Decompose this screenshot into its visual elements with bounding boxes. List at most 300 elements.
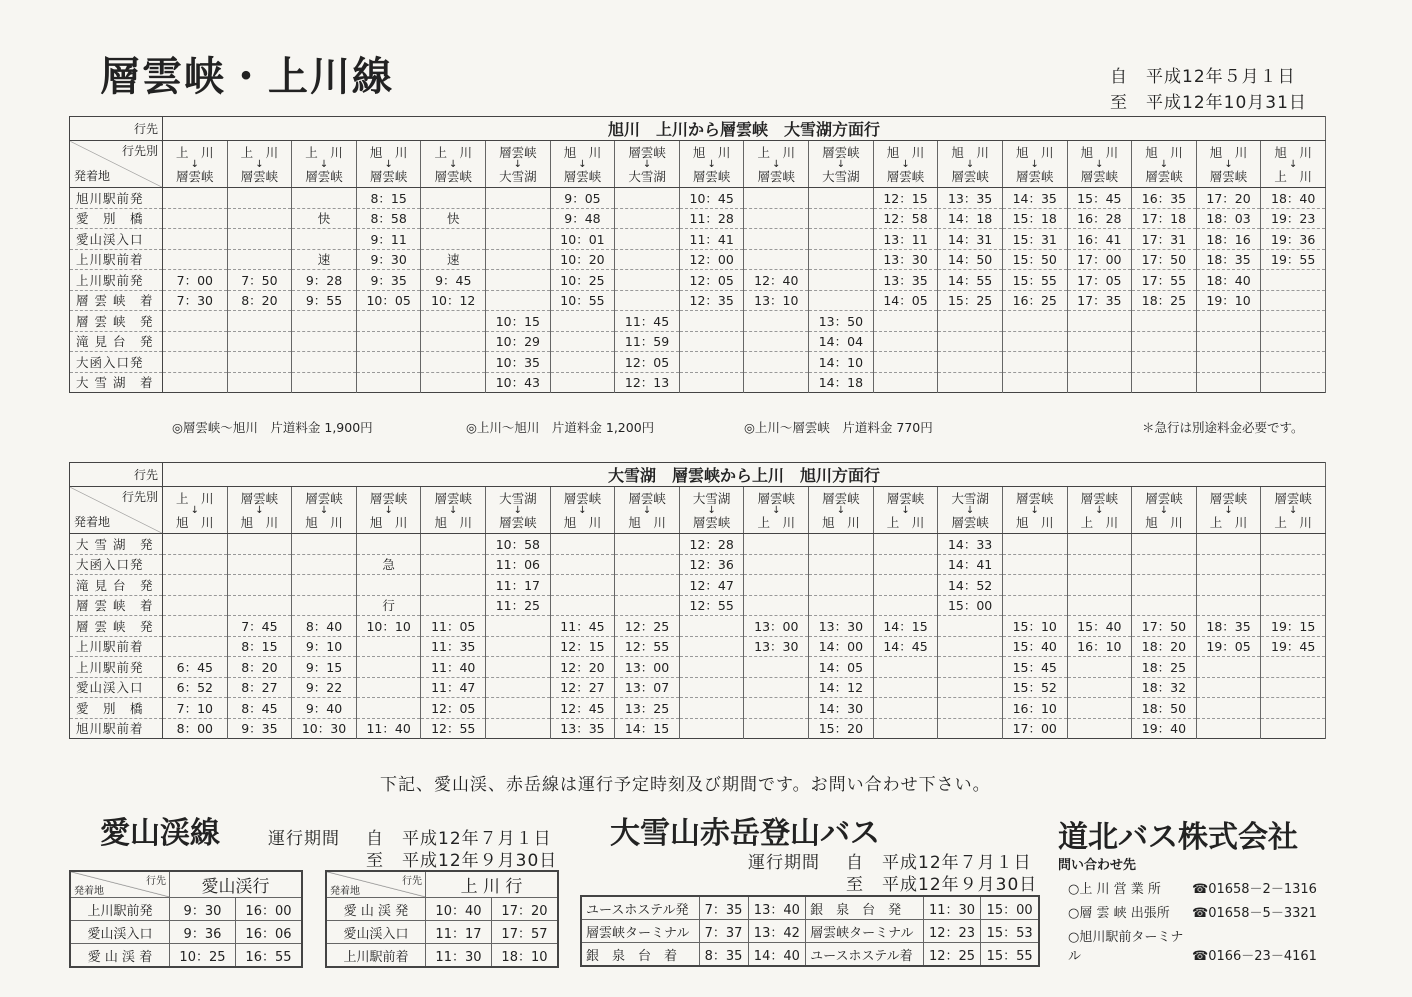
- time-cell: [421, 188, 486, 209]
- time-cell: [486, 718, 551, 739]
- time-cell: [744, 677, 809, 698]
- time-cell: [873, 311, 938, 332]
- time-cell: 11：59: [615, 331, 680, 352]
- route-origin: 層雲峡: [1015, 490, 1054, 506]
- time-cell: 9：10: [292, 636, 357, 657]
- time-cell: [1261, 698, 1326, 719]
- time-cell: 14：05: [873, 290, 938, 311]
- seasonal-notice: 下記、愛山渓、赤岳線は運行予定時刻及び期間です。お問い合わせ下さい。: [380, 775, 991, 795]
- time-cell: [486, 616, 551, 637]
- time-cell: [1261, 290, 1326, 311]
- time-cell: [744, 229, 809, 250]
- time-cell: 14：15: [873, 616, 938, 637]
- time-cell: 10：30: [292, 718, 357, 739]
- arrow-down-icon: ↓: [1030, 158, 1039, 170]
- time-cell: [356, 331, 421, 352]
- route-header: [227, 141, 292, 188]
- table-row: [326, 898, 558, 921]
- stop-name: 滝 見 台 発: [70, 331, 163, 352]
- time-cell: 15：53: [981, 920, 1039, 943]
- table-row: [70, 311, 1326, 332]
- arrow-down-icon: ↓: [513, 158, 523, 170]
- corner-dest: 行先: [70, 117, 163, 141]
- table-row: [326, 921, 558, 944]
- time-cell: [1196, 575, 1261, 596]
- route-origin: 層雲峡: [822, 144, 860, 160]
- time-cell: 12：55: [421, 718, 486, 739]
- time-cell: [227, 352, 292, 373]
- time-cell: [421, 372, 486, 393]
- time-cell: [1002, 311, 1067, 332]
- time-cell: 12：15: [550, 636, 615, 657]
- time-cell: [550, 352, 615, 373]
- time-cell: 8：45: [227, 698, 292, 719]
- time-cell: 8：20: [227, 290, 292, 311]
- time-cell: 18：25: [1132, 657, 1197, 678]
- route-header: [809, 141, 874, 188]
- time-cell: 12：05: [421, 698, 486, 719]
- route-header: [679, 487, 744, 534]
- route-dest: 層雲峡: [305, 168, 343, 184]
- time-cell: [679, 352, 744, 373]
- time-cell: [1196, 718, 1261, 739]
- time-cell: 11：41: [679, 229, 744, 250]
- time-cell: 11：45: [550, 616, 615, 637]
- time-cell: [421, 311, 486, 332]
- time-cell: 10：01: [550, 229, 615, 250]
- stop-name: 愛山渓入口: [70, 229, 163, 250]
- route-origin: 旭 川: [1080, 144, 1119, 160]
- time-cell: 11：28: [679, 208, 744, 229]
- stop-name: 旭川駅前着: [70, 718, 163, 739]
- time-cell: 8：20: [227, 657, 292, 678]
- route-dest: 層雲峡: [563, 168, 602, 184]
- time-cell: [1261, 595, 1326, 616]
- table-row: [70, 554, 1326, 575]
- time-cell: 12：25: [923, 943, 981, 967]
- aizan-title: 愛山渓線: [100, 816, 220, 851]
- time-cell: [421, 229, 486, 250]
- time-cell: 12：55: [679, 595, 744, 616]
- arrow-down-icon: ↓: [836, 158, 846, 170]
- time-cell: 13：42: [748, 920, 806, 943]
- time-cell: 15：00: [938, 595, 1003, 616]
- table-row: [70, 616, 1326, 637]
- contact-item: [1068, 878, 1318, 902]
- route-dest: 層雲峡: [692, 168, 731, 184]
- time-cell: [809, 270, 874, 291]
- arrow-down-icon: ↓: [707, 504, 716, 516]
- time-cell: 18：50: [1132, 698, 1197, 719]
- time-cell: 17：20: [491, 898, 558, 921]
- table-row: [70, 270, 1326, 291]
- time-cell: [163, 229, 228, 250]
- time-cell: 6：45: [163, 657, 228, 678]
- time-cell: 10：58: [486, 534, 551, 555]
- time-cell: 12：36: [679, 554, 744, 575]
- route-header: [292, 141, 357, 188]
- time-cell: 15：20: [809, 718, 874, 739]
- time-cell: 18：25: [1132, 290, 1197, 311]
- period-from: 自 平成12年５月１日: [1110, 67, 1296, 87]
- time-cell: [873, 677, 938, 698]
- time-cell: 6：52: [163, 677, 228, 698]
- time-cell: 14：15: [615, 718, 680, 739]
- corner-cell: [70, 487, 163, 534]
- time-cell: [486, 188, 551, 209]
- table-caption: 大雪湖 層雲峡から上川 旭川方面行: [163, 463, 1326, 487]
- corner-stop: 発着地: [74, 169, 111, 183]
- arrow-down-icon: ↓: [449, 158, 458, 170]
- time-cell: 15：25: [938, 290, 1003, 311]
- time-cell: [1196, 657, 1261, 678]
- time-cell: 9：48: [550, 208, 615, 229]
- stop-name: 愛 山 渓 着: [70, 944, 170, 968]
- time-cell: [744, 595, 809, 616]
- time-cell: [679, 718, 744, 739]
- time-cell: 11：30: [426, 944, 492, 968]
- time-cell: [1067, 352, 1132, 373]
- route-header: [938, 141, 1003, 188]
- route-header: [615, 141, 680, 188]
- time-cell: 13：35: [873, 270, 938, 291]
- route-dest: 層雲峡: [951, 514, 989, 530]
- route-dest: 層雲峡: [434, 168, 472, 184]
- time-cell: 10：29: [486, 331, 551, 352]
- time-cell: 9：30: [170, 898, 236, 921]
- time-cell: [356, 311, 421, 332]
- arrow-down-icon: ↓: [642, 158, 652, 170]
- time-cell: 15：10: [1002, 616, 1067, 637]
- route-dest: 層雲峡: [886, 168, 925, 184]
- table-row: [70, 595, 1326, 616]
- time-cell: [1067, 575, 1132, 596]
- time-cell: [744, 352, 809, 373]
- time-cell: [1196, 331, 1261, 352]
- time-cell: [744, 575, 809, 596]
- time-cell: [809, 595, 874, 616]
- time-cell: 快: [292, 208, 357, 229]
- route-dest: 大雪湖: [822, 168, 860, 184]
- time-cell: [356, 575, 421, 596]
- route-origin: 旭 川: [369, 144, 408, 160]
- time-cell: 16：10: [1067, 636, 1132, 657]
- route-origin: 大雪湖: [951, 490, 989, 506]
- time-cell: 18：16: [1196, 229, 1261, 250]
- time-cell: 16：10: [1002, 698, 1067, 719]
- time-cell: 13：30: [809, 616, 874, 637]
- time-cell: 18：35: [1196, 249, 1261, 270]
- time-cell: [1196, 311, 1261, 332]
- arrow-down-icon: ↓: [1030, 504, 1039, 516]
- contact-phone: ☎0166－23－4161: [1192, 949, 1317, 964]
- time-cell: 13：35: [938, 188, 1003, 209]
- time-cell: [1196, 534, 1261, 555]
- time-cell: [615, 534, 680, 555]
- time-cell: [1196, 352, 1261, 373]
- time-cell: 14：41: [938, 554, 1003, 575]
- corner-dest: 行先: [402, 876, 422, 887]
- route-dest: 旭 川: [822, 514, 860, 530]
- time-cell: 7：50: [227, 270, 292, 291]
- corner-cell: [326, 871, 426, 898]
- time-cell: [227, 331, 292, 352]
- time-cell: 17：55: [1132, 270, 1197, 291]
- route-header: [615, 487, 680, 534]
- time-cell: 17：20: [1196, 188, 1261, 209]
- time-cell: 16：28: [1067, 208, 1132, 229]
- time-cell: 8：40: [292, 616, 357, 637]
- stop-name: 愛山渓入口: [326, 921, 426, 944]
- route-origin: 旭 川: [1274, 144, 1312, 160]
- time-cell: 8：35: [699, 943, 748, 967]
- time-cell: 15：52: [1002, 677, 1067, 698]
- aizan-table-outbound: [69, 870, 303, 968]
- time-cell: [1002, 595, 1067, 616]
- time-cell: 19：15: [1261, 616, 1326, 637]
- contact-office: ○旭川駅前ターミナル: [1068, 930, 1184, 964]
- time-cell: 13：07: [615, 677, 680, 698]
- time-cell: 16：41: [1067, 229, 1132, 250]
- time-cell: [1132, 534, 1197, 555]
- time-cell: [550, 331, 615, 352]
- time-cell: [486, 270, 551, 291]
- route-origin: 層雲峡: [240, 490, 279, 506]
- table-row: [70, 208, 1326, 229]
- arrow-down-icon: ↓: [319, 158, 329, 170]
- route-header: [873, 141, 938, 188]
- time-cell: [292, 331, 357, 352]
- time-cell: [1002, 554, 1067, 575]
- corner-stop: 発着地: [330, 886, 360, 897]
- corner-cell: [70, 141, 163, 188]
- time-cell: [809, 554, 874, 575]
- time-cell: 13：00: [744, 616, 809, 637]
- time-cell: [227, 208, 292, 229]
- time-cell: 18：03: [1196, 208, 1261, 229]
- contact-office: ○上 川 営 業 所: [1068, 882, 1161, 897]
- time-cell: [1196, 595, 1261, 616]
- company-name: 道北バス株式会社: [1058, 820, 1298, 855]
- route-header: [744, 141, 809, 188]
- time-cell: [292, 188, 357, 209]
- time-cell: 7：30: [163, 290, 228, 311]
- time-cell: 15：40: [1067, 616, 1132, 637]
- time-cell: [873, 352, 938, 373]
- arrow-down-icon: ↓: [1159, 158, 1169, 170]
- time-cell: 14：10: [809, 352, 874, 373]
- time-cell: [421, 554, 486, 575]
- time-cell: [1067, 718, 1132, 739]
- page-title: 層雲峡・上川線: [100, 54, 394, 100]
- time-cell: 12：13: [615, 372, 680, 393]
- time-cell: [679, 677, 744, 698]
- time-cell: [550, 534, 615, 555]
- corner-stop: 発着地: [74, 515, 111, 529]
- corner-cell: [70, 871, 170, 898]
- table-row: [70, 718, 1326, 739]
- route-origin: 層雲峡: [434, 490, 472, 506]
- time-cell: 15：40: [1002, 636, 1067, 657]
- time-cell: 18：40: [1261, 188, 1326, 209]
- time-cell: 8：15: [356, 188, 421, 209]
- time-cell: 12：00: [679, 249, 744, 270]
- stop-name: 層 雲 峡 着: [70, 595, 163, 616]
- table-row: [70, 290, 1326, 311]
- time-cell: 15：50: [1002, 249, 1067, 270]
- stop-name: 銀 泉 台 着: [581, 943, 699, 967]
- stop-name: 愛山渓入口: [70, 677, 163, 698]
- time-cell: 19：23: [1261, 208, 1326, 229]
- time-cell: 12：28: [679, 534, 744, 555]
- time-cell: [744, 188, 809, 209]
- time-cell: 12：05: [615, 352, 680, 373]
- time-cell: [163, 534, 228, 555]
- time-cell: [938, 677, 1003, 698]
- arrow-down-icon: ↓: [384, 504, 393, 516]
- time-cell: 15：45: [1002, 657, 1067, 678]
- fare-note: ◎上川～層雲峡 片道料金 770円: [744, 420, 933, 435]
- aizan-period-label: 運行期間: [268, 829, 340, 849]
- route-origin: 上 川: [240, 144, 279, 160]
- route-origin: 旭 川: [886, 144, 925, 160]
- time-cell: [873, 718, 938, 739]
- time-cell: [356, 352, 421, 373]
- akadake-period-to: 至 平成12年９月30日: [846, 875, 1038, 895]
- time-cell: [163, 311, 228, 332]
- time-cell: [486, 249, 551, 270]
- route-header: [486, 141, 551, 188]
- contact-item: [1068, 926, 1318, 964]
- akadake-period-from: 自 平成12年７月１日: [846, 853, 1032, 873]
- akadake-table: [580, 895, 1040, 967]
- table-row: [70, 249, 1326, 270]
- time-cell: [873, 534, 938, 555]
- route-dest: 層雲峡: [1080, 168, 1119, 184]
- time-cell: 18：40: [1196, 270, 1261, 291]
- time-cell: [1261, 534, 1326, 555]
- time-cell: 11：06: [486, 554, 551, 575]
- stop-name: 大函入口発: [70, 554, 163, 575]
- express-note: ＊急行は別途料金必要です。: [1142, 420, 1304, 435]
- time-cell: [1002, 331, 1067, 352]
- time-cell: 14：45: [873, 636, 938, 657]
- route-origin: 層雲峡: [1080, 490, 1119, 506]
- time-cell: [227, 372, 292, 393]
- time-cell: [227, 595, 292, 616]
- time-cell: [679, 698, 744, 719]
- arrow-down-icon: ↓: [836, 504, 846, 516]
- time-cell: [679, 636, 744, 657]
- table-row: [70, 372, 1326, 393]
- route-header: [1196, 487, 1261, 534]
- time-cell: [486, 229, 551, 250]
- time-cell: [163, 575, 228, 596]
- route-origin: 層雲峡: [886, 490, 925, 506]
- time-cell: [292, 595, 357, 616]
- stop-name: 大 雪 湖 着: [70, 372, 163, 393]
- time-cell: [938, 636, 1003, 657]
- route-dest: 層雲峡: [240, 168, 279, 184]
- akadake-title: 大雪山赤岳登山バス: [610, 816, 880, 851]
- time-cell: 17：00: [1067, 249, 1132, 270]
- time-cell: 17：57: [491, 921, 558, 944]
- route-dest: 層雲峡: [1145, 168, 1183, 184]
- time-cell: 10：45: [679, 188, 744, 209]
- route-header: [550, 141, 615, 188]
- route-dest: 旭 川: [1145, 514, 1183, 530]
- time-cell: 13：25: [615, 698, 680, 719]
- table-row: [326, 944, 558, 968]
- time-cell: 18：32: [1132, 677, 1197, 698]
- time-cell: [809, 229, 874, 250]
- table-row: [581, 920, 1039, 943]
- time-cell: [679, 311, 744, 332]
- time-cell: 19：55: [1261, 249, 1326, 270]
- time-cell: 12：20: [550, 657, 615, 678]
- stop-name: 上川駅前発: [70, 657, 163, 678]
- timetable-outbound: [69, 116, 1326, 393]
- arrow-down-icon: ↓: [190, 504, 199, 516]
- route-origin: 上 川: [176, 490, 214, 506]
- stop-name: 愛 別 橋: [70, 208, 163, 229]
- time-cell: [1132, 595, 1197, 616]
- time-cell: 12：25: [615, 616, 680, 637]
- time-cell: 7：00: [163, 270, 228, 291]
- arrow-down-icon: ↓: [1159, 504, 1169, 516]
- time-cell: [744, 534, 809, 555]
- time-cell: [679, 657, 744, 678]
- time-cell: [163, 352, 228, 373]
- arrow-down-icon: ↓: [578, 158, 587, 170]
- time-cell: [550, 372, 615, 393]
- time-cell: [1196, 677, 1261, 698]
- time-cell: [227, 229, 292, 250]
- time-cell: 7：10: [163, 698, 228, 719]
- dest-header: 上 川 行: [426, 871, 559, 898]
- time-cell: 17：50: [1132, 249, 1197, 270]
- time-cell: 19：05: [1196, 636, 1261, 657]
- time-cell: 15：55: [981, 943, 1039, 967]
- route-header: [1261, 487, 1326, 534]
- time-cell: [356, 372, 421, 393]
- route-origin: 層雲峡: [305, 490, 343, 506]
- time-cell: [1132, 575, 1197, 596]
- table-row: [70, 331, 1326, 352]
- time-cell: 8：15: [227, 636, 292, 657]
- time-cell: [1261, 352, 1326, 373]
- time-cell: 10：40: [426, 898, 492, 921]
- time-cell: [938, 372, 1003, 393]
- route-header: [809, 487, 874, 534]
- contact-phone: ☎01658－2－1316: [1192, 882, 1317, 897]
- time-cell: 14：55: [938, 270, 1003, 291]
- time-cell: 16：55: [235, 944, 302, 968]
- route-origin: 層雲峡: [369, 490, 408, 506]
- route-origin: 層雲峡: [1274, 490, 1312, 506]
- route-header: [1002, 141, 1067, 188]
- time-cell: 12：27: [550, 677, 615, 698]
- time-cell: [292, 372, 357, 393]
- time-cell: 13：35: [550, 718, 615, 739]
- arrow-down-icon: ↓: [965, 504, 975, 516]
- contact-office: ○層 雲 峡 出張所: [1068, 906, 1170, 921]
- arrow-down-icon: ↓: [513, 504, 523, 516]
- time-cell: [679, 331, 744, 352]
- time-cell: 12：35: [679, 290, 744, 311]
- time-cell: 14：18: [809, 372, 874, 393]
- route-header: [292, 487, 357, 534]
